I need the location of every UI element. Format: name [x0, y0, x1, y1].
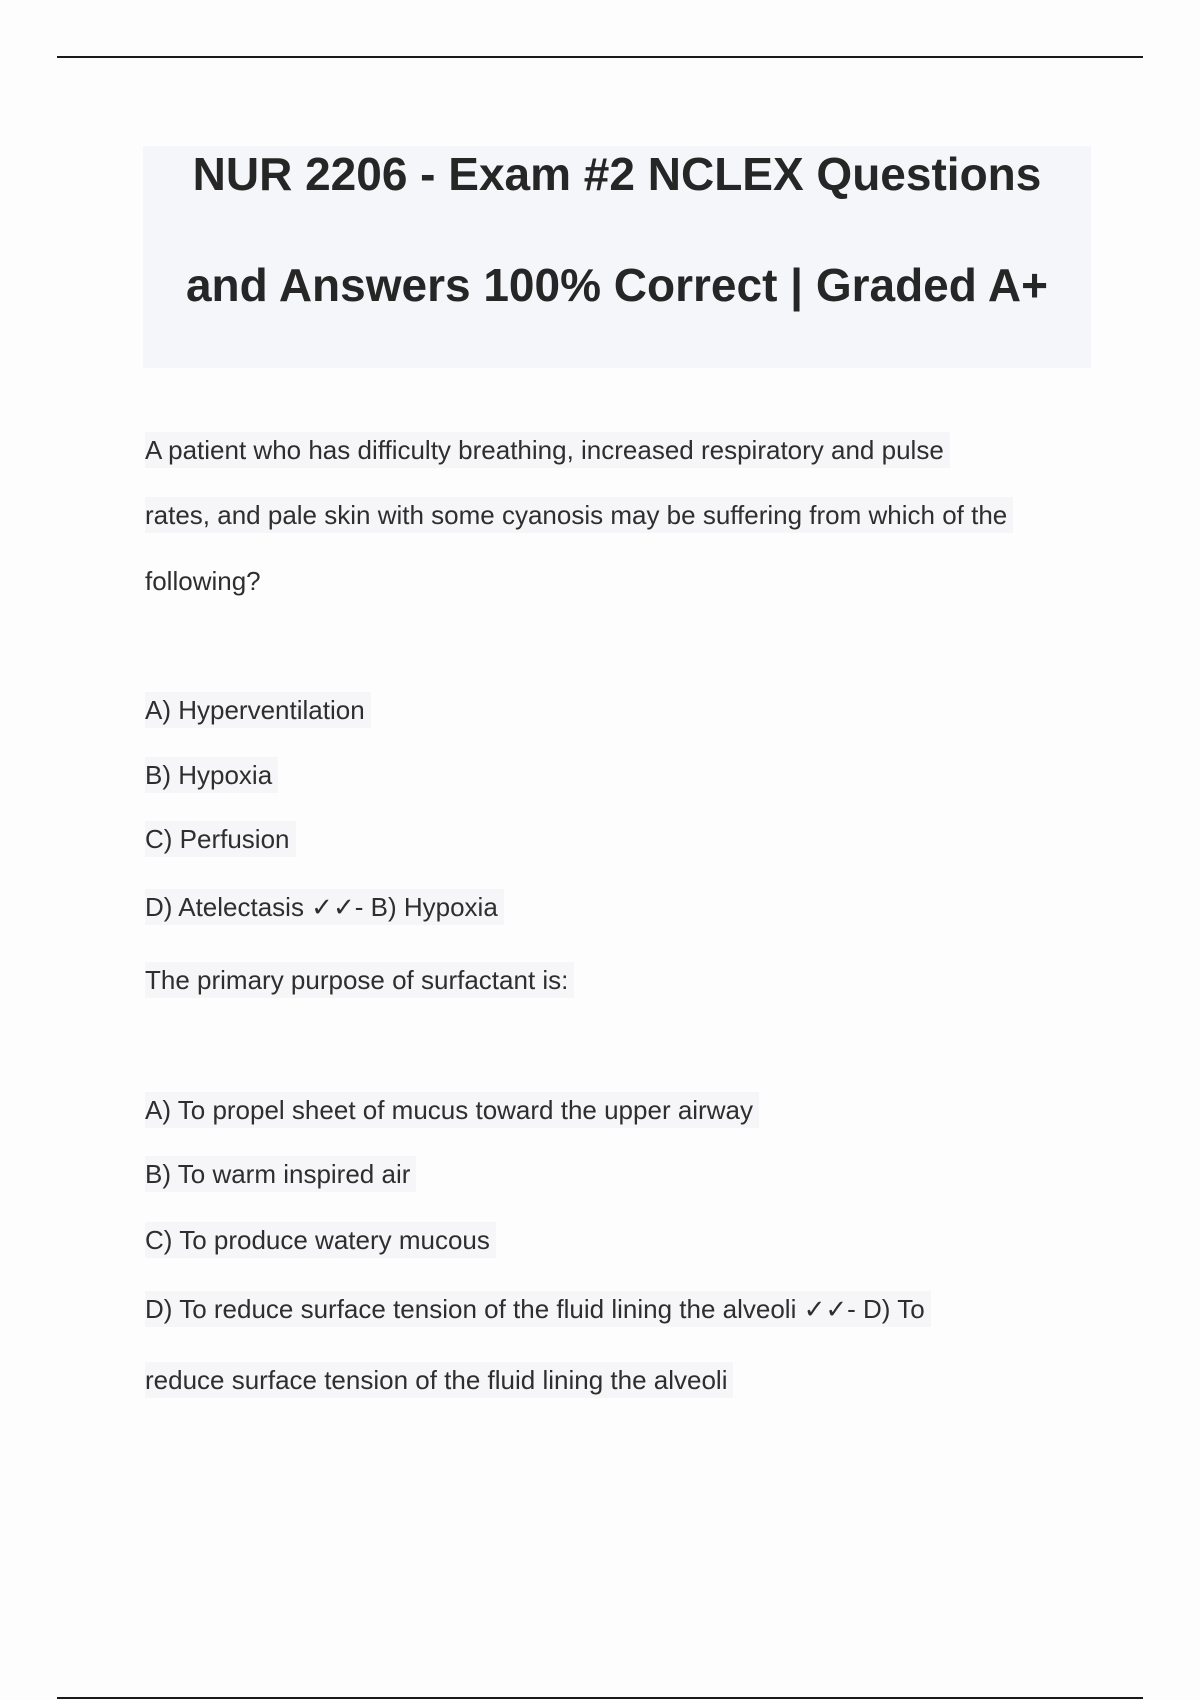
question-2-answer-continuation: reduce surface tension of the fluid lining the alveoli	[145, 1362, 733, 1398]
question-1-stem-line-1: A patient who has difficulty breathing, increased respiratory and pulse	[145, 432, 950, 468]
question-1-option-a: A) Hyperventilation	[145, 692, 371, 728]
question-1-option-b: B) Hypoxia	[145, 757, 278, 793]
title-line-2: and Answers 100% Correct | Graded A+	[185, 259, 1049, 311]
question-1-stem-line-3: following?	[145, 566, 261, 596]
question-2-option-d-answer: D) To reduce surface tension of the fluid lining the alveoli ✓✓- D) To	[145, 1291, 931, 1327]
question-2-option-a: A) To propel sheet of mucus toward the upper airway	[145, 1092, 759, 1128]
question-1-stem-line-2: rates, and pale skin with some cyanosis may be suffering from which of the	[145, 497, 1013, 533]
question-2-stem-line-1: The primary purpose of surfactant is:	[145, 962, 574, 998]
title-line-1: NUR 2206 - Exam #2 NCLEX Questions	[192, 148, 1042, 200]
document-title	[143, 146, 1091, 368]
question-1-option-c: C) Perfusion	[145, 821, 296, 857]
top-rule	[57, 56, 1143, 58]
question-2-option-c: C) To produce watery mucous	[145, 1222, 496, 1258]
question-2-option-b: B) To warm inspired air	[145, 1156, 416, 1192]
bottom-rule	[57, 1697, 1143, 1699]
question-1-option-d-answer: D) Atelectasis ✓✓- B) Hypoxia	[145, 889, 504, 925]
